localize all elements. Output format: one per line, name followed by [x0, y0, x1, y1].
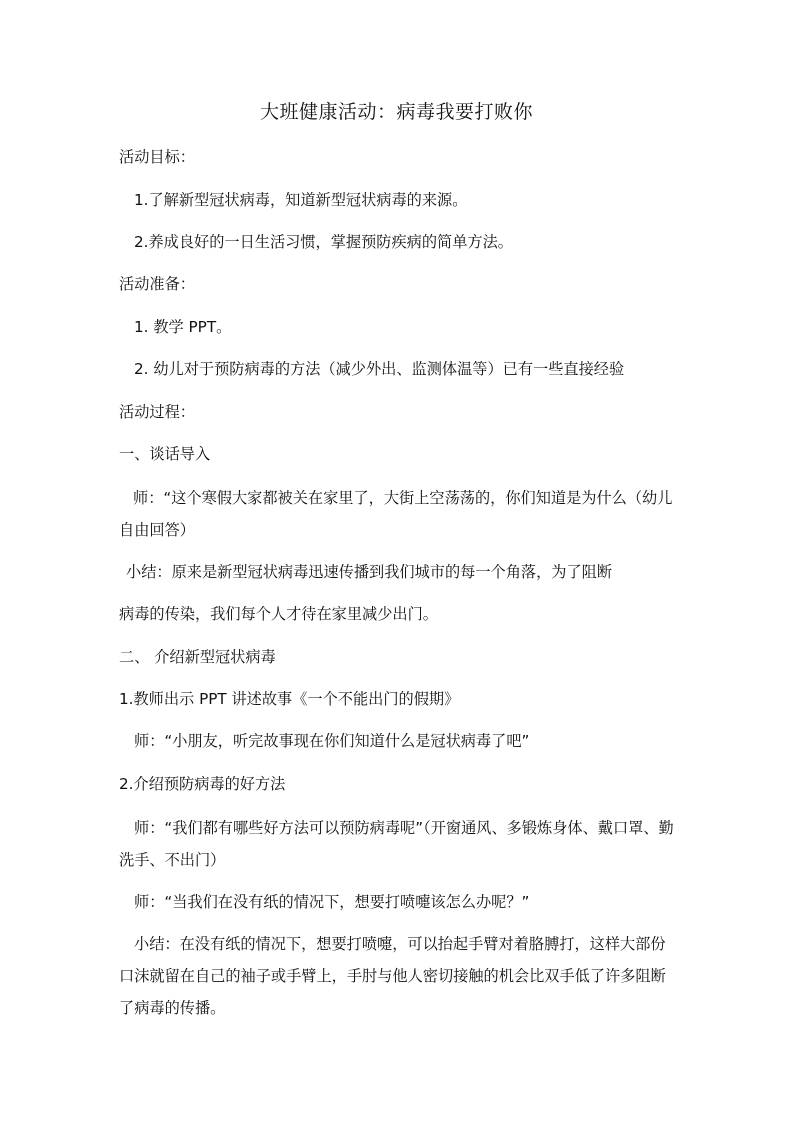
part2-step-1-teacher: 师：“小朋友，听完故事现在你们知道什么是冠状病毒了吧” [134, 732, 530, 750]
part2-step-2-teacher-2: 师：“当我们在没有纸的情况下，想要打喷嚏该怎么办呢？” [134, 893, 530, 911]
part2-heading: 二、 介绍新型冠状病毒 [119, 648, 276, 666]
part1-teacher-paragraph: 师：“这个寒假大家都被关在家里了，大街上空荡荡的，你们知道是为什么（幼儿自由回答） [119, 489, 673, 539]
part1-summary-line-1: 小结：原来是新型冠状病毒迅速传播到我们城市的每一个角落，为了阻断 [126, 563, 612, 581]
part2-summary-paragraph: 小结：在没有纸的情况下，想要打喷嚏，可以抬起手臂对着胳膊打，这样大部份口沫就留在自己的袖子或手臂上，手肘与他人密切接触的机会比双手低了许多阻断了病毒的传播。 [119, 935, 666, 1017]
prep-heading: 活动准备： [119, 275, 195, 293]
prep-item-2: 2. 幼儿对于预防病毒的方法（减少外出、监测体温等）已有一些直接经验 [134, 360, 625, 378]
process-heading: 活动过程： [119, 403, 195, 421]
part1-summary-line-2: 病毒的传染，我们每个人才待在家里减少出门。 [119, 605, 438, 623]
part2-step-1: 1.教师出示 PPT 讲述故事《一个不能出门的假期》 [119, 690, 460, 708]
goal-item-2: 2.养成良好的一日生活习惯，掌握预防疾病的简单方法。 [134, 233, 513, 251]
part2-step-2-teacher-paragraph: 师：“我们都有哪些好方法可以预防病毒呢”（开窗通风、多锻炼身体、戴口罩、勤洗手、不出门） [119, 819, 674, 869]
document-title: 大班健康活动：病毒我要打败你 [259, 101, 533, 123]
goal-heading: 活动目标： [119, 148, 195, 166]
prep-item-1: 1. 教学 PPT。 [134, 318, 232, 336]
goal-item-1: 1.了解新型冠状病毒，知道新型冠状病毒的来源。 [134, 191, 468, 209]
part2-step-2: 2.介绍预防病毒的好方法 [119, 775, 286, 793]
part1-heading: 一、谈话导入 [119, 445, 211, 463]
